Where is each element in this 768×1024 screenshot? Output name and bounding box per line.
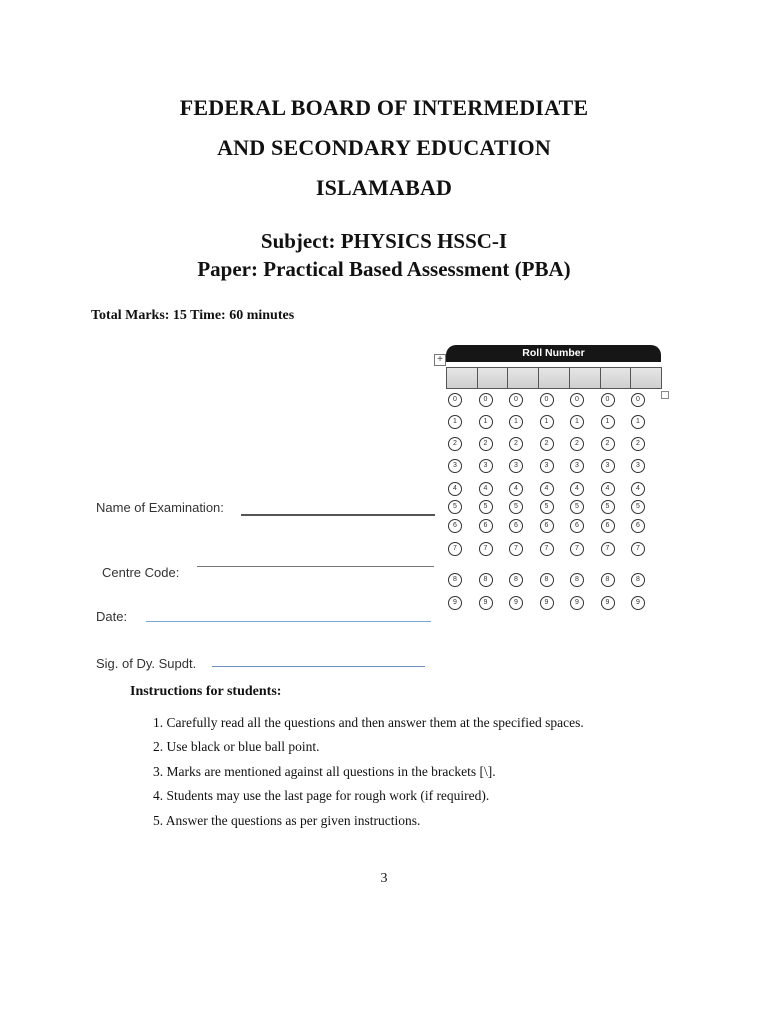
roll-bubble[interactable]: 1 — [509, 415, 523, 429]
roll-bubble[interactable]: 7 — [570, 542, 584, 556]
roll-bubble[interactable]: 8 — [631, 573, 645, 587]
roll-bubble[interactable]: 8 — [570, 573, 584, 587]
roll-digit-box[interactable] — [631, 368, 661, 388]
roll-bubble[interactable]: 0 — [540, 393, 554, 407]
roll-bubble[interactable]: 7 — [540, 542, 554, 556]
instruction-item: 1. Carefully read all the questions and then answer them at the specified spaces. — [153, 715, 584, 730]
board-title-line-2: AND SECONDARY EDUCATION — [217, 135, 551, 160]
roll-bubble[interactable]: 5 — [570, 500, 584, 514]
roll-bubble[interactable]: 7 — [448, 542, 462, 556]
roll-bubble[interactable]: 2 — [631, 437, 645, 451]
roll-bubble[interactable]: 9 — [601, 596, 615, 610]
roll-bubble[interactable]: 5 — [509, 500, 523, 514]
roll-bubble[interactable]: 4 — [540, 482, 554, 496]
centre-code-line[interactable] — [197, 566, 434, 567]
bubble-row-8 — [446, 573, 662, 587]
roll-bubble[interactable]: 1 — [601, 415, 615, 429]
roll-bubble[interactable]: 8 — [601, 573, 615, 587]
roll-bubble[interactable]: 9 — [479, 596, 493, 610]
roll-bubble[interactable]: 6 — [601, 519, 615, 533]
roll-bubble[interactable]: 0 — [601, 393, 615, 407]
subject-title: Subject: PHYSICS HSSC-I — [260, 229, 508, 253]
page-number: 3 — [380, 871, 388, 886]
roll-bubble[interactable]: 6 — [570, 519, 584, 533]
roll-bubble[interactable]: 2 — [540, 437, 554, 451]
corner-square-mark — [661, 391, 669, 399]
roll-bubble[interactable]: 1 — [540, 415, 554, 429]
name-of-examination-line[interactable] — [241, 514, 435, 516]
bubble-row-4 — [446, 482, 662, 496]
roll-bubble[interactable]: 1 — [570, 415, 584, 429]
roll-bubble[interactable]: 8 — [540, 573, 554, 587]
bubble-row-5 — [446, 500, 662, 514]
roll-bubble[interactable]: 5 — [448, 500, 462, 514]
instruction-item: 2. Use black or blue ball point. — [153, 739, 320, 754]
roll-bubble[interactable]: 5 — [479, 500, 493, 514]
roll-bubble[interactable]: 6 — [631, 519, 645, 533]
bubble-row-9 — [446, 596, 662, 610]
bubble-row-3 — [446, 459, 662, 473]
roll-bubble[interactable]: 3 — [570, 459, 584, 473]
board-title-line-3: ISLAMABAD — [315, 175, 453, 200]
roll-bubble[interactable]: 9 — [570, 596, 584, 610]
roll-digit-box[interactable] — [478, 368, 509, 388]
instructions-title: Instructions for students: — [130, 684, 282, 699]
roll-bubble[interactable]: 0 — [570, 393, 584, 407]
centre-code-label: Centre Code: — [102, 565, 180, 580]
roll-bubble[interactable]: 9 — [631, 596, 645, 610]
roll-bubble[interactable]: 4 — [601, 482, 615, 496]
roll-bubble[interactable]: 9 — [448, 596, 462, 610]
roll-bubble[interactable]: 0 — [479, 393, 493, 407]
roll-bubble[interactable]: 2 — [479, 437, 493, 451]
roll-number-boxes — [446, 367, 662, 389]
total-marks-time: Total Marks: 15 Time: 60 minutes — [91, 308, 295, 323]
sig-dy-supdt-label: Sig. of Dy. Supdt. — [96, 656, 197, 671]
date-line[interactable] — [146, 621, 431, 622]
roll-bubble[interactable]: 8 — [509, 573, 523, 587]
roll-bubble[interactable]: 3 — [479, 459, 493, 473]
roll-bubble[interactable]: 2 — [509, 437, 523, 451]
roll-bubble[interactable]: 3 — [448, 459, 462, 473]
roll-digit-box[interactable] — [447, 368, 478, 388]
roll-bubble[interactable]: 4 — [509, 482, 523, 496]
roll-bubble[interactable]: 3 — [601, 459, 615, 473]
paper-title: Paper: Practical Based Assessment (PBA) — [197, 257, 571, 281]
roll-bubble[interactable]: 0 — [509, 393, 523, 407]
roll-bubble[interactable]: 6 — [479, 519, 493, 533]
roll-bubble[interactable]: 0 — [631, 393, 645, 407]
roll-bubble[interactable]: 2 — [448, 437, 462, 451]
roll-bubble[interactable]: 6 — [509, 519, 523, 533]
bubble-row-6 — [446, 519, 662, 533]
instruction-item: 5. Answer the questions as per given instructions. — [153, 813, 421, 828]
roll-bubble[interactable]: 0 — [448, 393, 462, 407]
instruction-item: 3. Marks are mentioned against all questions in the brackets [\]. — [153, 764, 496, 779]
plus-mark-icon: + — [434, 354, 446, 366]
roll-bubble[interactable]: 2 — [570, 437, 584, 451]
roll-number-block — [432, 343, 670, 633]
roll-number-header: Roll Number — [446, 345, 661, 362]
roll-bubble[interactable]: 3 — [509, 459, 523, 473]
roll-bubble[interactable]: 5 — [540, 500, 554, 514]
roll-bubble[interactable]: 9 — [509, 596, 523, 610]
roll-bubble[interactable]: 2 — [601, 437, 615, 451]
roll-bubble[interactable]: 3 — [631, 459, 645, 473]
sig-dy-supdt-line[interactable] — [212, 666, 425, 667]
board-title-line-1: FEDERAL BOARD OF INTERMEDIATE — [179, 95, 589, 120]
roll-bubble[interactable]: 4 — [448, 482, 462, 496]
roll-bubble[interactable]: 1 — [631, 415, 645, 429]
roll-bubble[interactable]: 8 — [479, 573, 493, 587]
name-of-examination-label: Name of Examination: — [96, 500, 224, 515]
roll-bubble[interactable]: 5 — [631, 500, 645, 514]
roll-bubble[interactable]: 1 — [479, 415, 493, 429]
roll-digit-box[interactable] — [570, 368, 601, 388]
roll-bubble[interactable]: 4 — [631, 482, 645, 496]
roll-bubble[interactable]: 5 — [601, 500, 615, 514]
roll-bubble[interactable]: 9 — [540, 596, 554, 610]
bubble-row-2 — [446, 437, 662, 451]
bubble-row-7 — [446, 542, 662, 556]
roll-bubble[interactable]: 6 — [540, 519, 554, 533]
roll-bubble[interactable]: 1 — [448, 415, 462, 429]
roll-bubble[interactable]: 6 — [448, 519, 462, 533]
roll-bubble[interactable]: 7 — [601, 542, 615, 556]
roll-bubble[interactable]: 7 — [479, 542, 493, 556]
roll-bubble[interactable]: 4 — [479, 482, 493, 496]
roll-bubble[interactable]: 7 — [509, 542, 523, 556]
bubble-row-0 — [446, 393, 662, 407]
instruction-item: 4. Students may use the last page for rough work (if required). — [153, 788, 490, 803]
bubble-row-1 — [446, 415, 662, 429]
roll-bubble[interactable]: 8 — [448, 573, 462, 587]
roll-bubble[interactable]: 7 — [631, 542, 645, 556]
roll-digit-box[interactable] — [601, 368, 632, 388]
roll-bubble[interactable]: 3 — [540, 459, 554, 473]
roll-bubble[interactable]: 4 — [570, 482, 584, 496]
roll-digit-box[interactable] — [508, 368, 539, 388]
date-label: Date: — [96, 609, 128, 624]
roll-digit-box[interactable] — [539, 368, 570, 388]
